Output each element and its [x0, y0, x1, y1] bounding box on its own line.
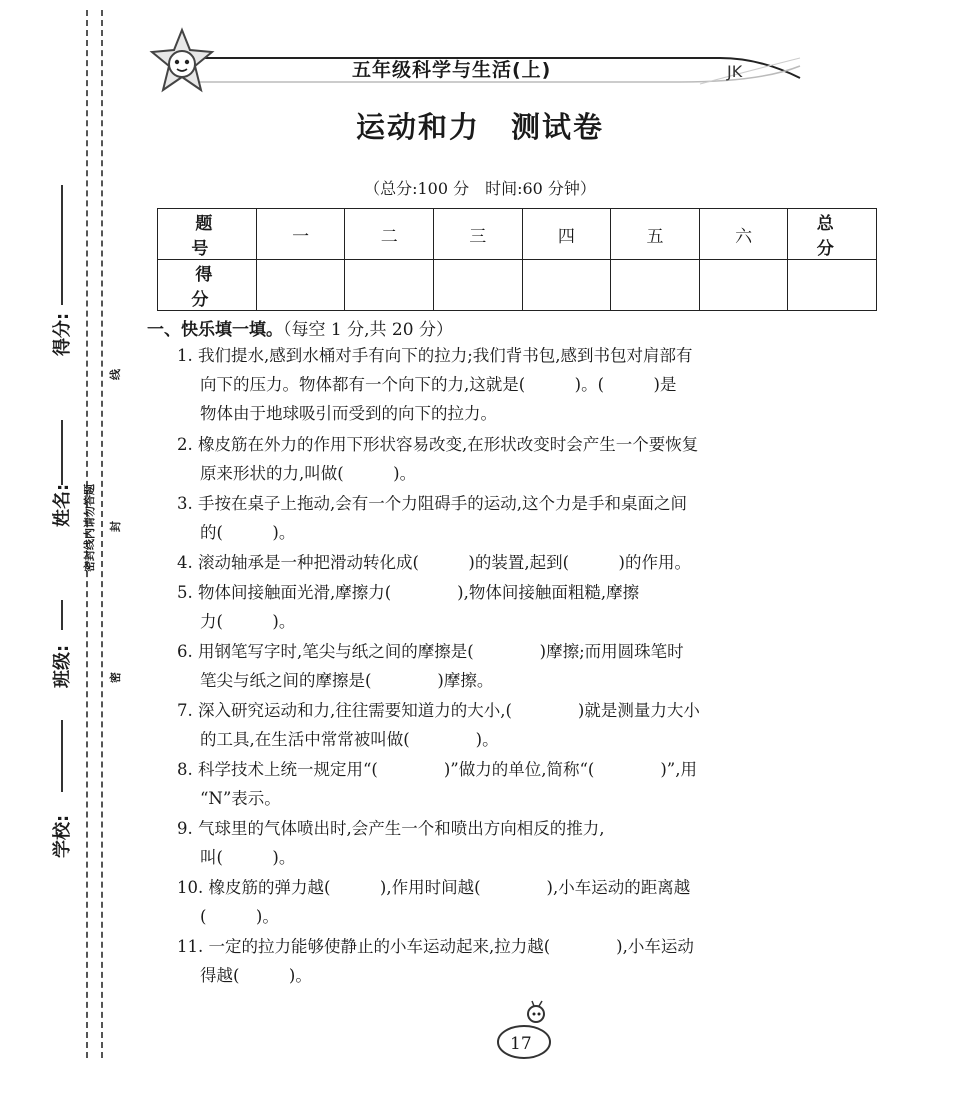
question-10 — [177, 873, 690, 931]
score-cell-6[interactable] — [699, 260, 788, 311]
column-2: 二 — [345, 209, 434, 260]
score-row-label: 得 分 — [158, 260, 257, 311]
book-tag: JK — [727, 62, 743, 81]
seal-note: 密封线内请勿答题 — [83, 484, 96, 572]
score-cell-4[interactable] — [522, 260, 611, 311]
class-label: 班级: — [52, 644, 73, 688]
name-label: 姓名: — [52, 483, 73, 527]
question-line: 1. 我们提水,感到水桶对手有向下的拉力;我们背书包,感到书包对肩部有 — [177, 346, 693, 365]
mark-close: 密 — [109, 672, 122, 683]
question-1 — [177, 341, 693, 428]
question-line: 物体由于地球吸引而受到的向下的拉力。 — [200, 404, 497, 423]
question-line: 3. 手按在桌子上拖动,会有一个力阻碍手的运动,这个力是手和桌面之间 — [177, 494, 687, 513]
school-label: 学校: — [52, 814, 73, 858]
page-number: 17 — [510, 1034, 532, 1054]
total-label: 总 分 — [788, 209, 877, 260]
question-7 — [177, 696, 700, 754]
question-9 — [177, 814, 604, 872]
page-title: 运动和力 测试卷 — [355, 110, 604, 144]
section-title-main: 一、快乐填一填。 — [147, 320, 283, 340]
column-5: 五 — [611, 209, 700, 260]
score-label: 得分: — [52, 312, 73, 356]
binding-dashed-line-right — [101, 10, 103, 1058]
class-underline — [61, 600, 63, 630]
question-line: 向下的压力。物体都有一个向下的力,这就是( )。( )是 — [200, 375, 677, 394]
question-line: ( )。 — [200, 907, 279, 926]
question-line: 7. 深入研究运动和力,往往需要知道力的大小,( )就是测量力大小 — [177, 701, 700, 720]
question-3 — [177, 489, 687, 547]
section-title — [147, 315, 453, 340]
score-table-score-row — [158, 260, 877, 311]
question-line: 力( )。 — [200, 612, 296, 631]
question-line: 11. 一定的拉力能够使静止的小车运动起来,拉力越( ),小车运动 — [177, 937, 694, 956]
score-underline — [61, 185, 63, 305]
question-line: “N”表示。 — [200, 789, 281, 808]
question-line: 2. 橡皮筋在外力的作用下形状容易改变,在形状改变时会产生一个要恢复 — [177, 435, 699, 454]
question-line: 9. 气球里的气体喷出时,会产生一个和喷出方向相反的推力, — [177, 819, 605, 838]
column-6: 六 — [699, 209, 788, 260]
score-table-header-row — [158, 209, 877, 260]
question-line: 5. 物体间接触面光滑,摩擦力( ),物体间接触面粗糙,摩擦 — [177, 583, 640, 602]
question-line: 4. 滚动轴承是一种把滑动转化成( )的装置,起到( )的作用。 — [177, 553, 691, 572]
score-cell-3[interactable] — [434, 260, 523, 311]
mark-line: 线 — [109, 369, 122, 380]
section-title-note: （每空 1 分,共 20 分） — [283, 320, 453, 340]
mascot-icon — [148, 28, 216, 96]
column-1: 一 — [256, 209, 345, 260]
question-line: 叫( )。 — [200, 848, 296, 867]
question-5 — [177, 578, 639, 636]
question-line: 的工具,在生活中常常被叫做( )。 — [200, 730, 499, 749]
question-8 — [177, 755, 697, 813]
mark-seal: 封 — [109, 521, 122, 532]
score-cell-2[interactable] — [345, 260, 434, 311]
column-4: 四 — [522, 209, 611, 260]
school-underline — [61, 720, 63, 792]
name-underline — [61, 420, 63, 485]
question-line: 8. 科学技术上统一规定用“( )”做力的单位,简称“( )”,用 — [177, 760, 697, 779]
score-table — [157, 208, 877, 311]
score-cell-total[interactable] — [788, 260, 877, 311]
question-2 — [177, 430, 698, 488]
question-number-label: 题 号 — [158, 209, 257, 260]
question-6 — [177, 637, 684, 695]
question-line: 原来形状的力,叫做( )。 — [200, 464, 417, 483]
question-line: 笔尖与纸之间的摩擦是( )摩擦。 — [200, 671, 494, 690]
question-line: 得越( )。 — [200, 966, 312, 985]
question-4 — [177, 548, 691, 577]
book-title: 五年级科学与生活(上) — [352, 59, 552, 81]
column-3: 三 — [434, 209, 523, 260]
question-11 — [177, 932, 694, 990]
score-cell-5[interactable] — [611, 260, 700, 311]
question-line: 10. 橡皮筋的弹力越( ),作用时间越( ),小车运动的距离越 — [177, 878, 691, 897]
question-line: 6. 用钢笔写字时,笔尖与纸之间的摩擦是( )摩擦;而用圆珠笔时 — [177, 642, 684, 661]
exam-info: （总分:100 分 时间:60 分钟） — [364, 179, 596, 198]
question-line: 的( )。 — [200, 523, 296, 542]
score-cell-1[interactable] — [256, 260, 345, 311]
